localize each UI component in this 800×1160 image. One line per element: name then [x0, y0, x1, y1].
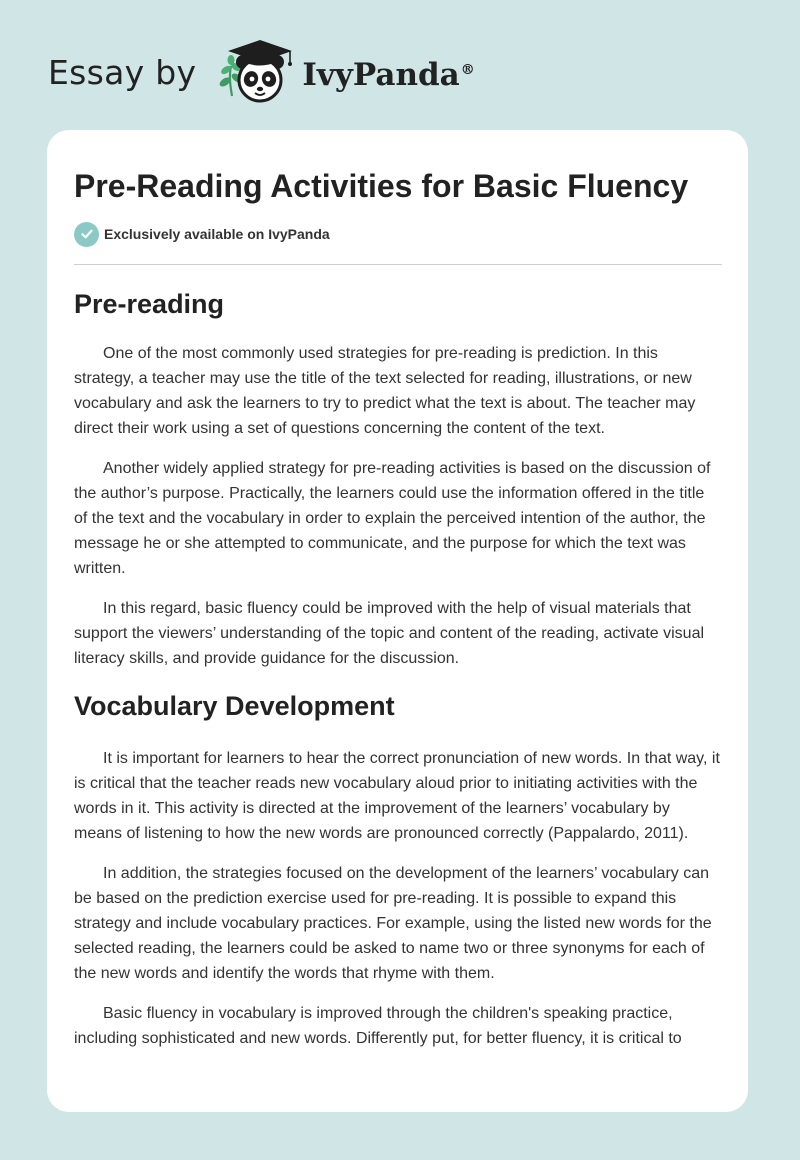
paragraph: It is important for learners to hear the correct pronunciation of new words. In that way, it is critical that the teacher reads new vocabulary aloud prior to initiating activities with the words in it. This activity is directed at the improvement of the learners’ vocabulary by means of listening to how the new words are pronounced correctly (Pappalardo, 2011). — [74, 750, 720, 842]
site-logo[interactable] — [48, 36, 475, 108]
section-heading: Vocabulary Development — [74, 691, 395, 721]
divider — [74, 264, 722, 265]
exclusive-badge — [74, 221, 722, 247]
paragraph: One of the most commonly used strategies for pre-reading is prediction. In this strategy, a teacher may use the title of the text selected for reading, illustrations, or new vocabulary and ask the learners to try to predict what the text is about. The teacher may direct their work using a set of questions concerning the content of the text. — [74, 345, 696, 437]
panda-logo-icon — [210, 36, 300, 108]
article-card — [47, 130, 748, 1112]
article-title: Pre-Reading Activities for Basic Fluency — [74, 168, 689, 204]
section-pre-reading — [74, 287, 722, 671]
paragraph: Basic fluency in vocabulary is improved through the children's speaking practice, including sophisticated and new words. Differently put, for better fluency, it is critical to — [74, 1005, 682, 1047]
paragraph: In this regard, basic fluency could be improved with the help of visual materials that support the viewers’ understanding of the topic and content of the reading, activate visual literacy skills, and provide guidance for the discussion. — [74, 600, 705, 667]
check-circle-icon — [74, 222, 99, 247]
paragraph: Another widely applied strategy for pre-reading activities is based on the discussion of the author’s purpose. Practically, the learners could use the information offered in the title of the text and the vocabulary in order to explain the perceived intention of the author, the message he or she attempted to communicate, and the purpose for which the text was written. — [74, 460, 711, 577]
essay-by-label: Essay by — [48, 52, 197, 92]
registered-mark: ® — [460, 61, 475, 78]
paragraph: In addition, the strategies focused on the development of the learners’ vocabulary can be based on the prediction exercise used for pre-reading. It is possible to expand this strategy and include vocabulary practices. For example, using the listed new words for the selected reading, the learners could be asked to name two or three synonyms for each of the new words and identify the words that rhyme with them. — [74, 865, 712, 982]
section-vocabulary-development — [74, 689, 722, 1051]
brand-name: IvyPanda® — [302, 57, 475, 93]
badge-label: Exclusively available on IvyPanda — [104, 226, 330, 242]
section-heading: Pre-reading — [74, 289, 225, 319]
